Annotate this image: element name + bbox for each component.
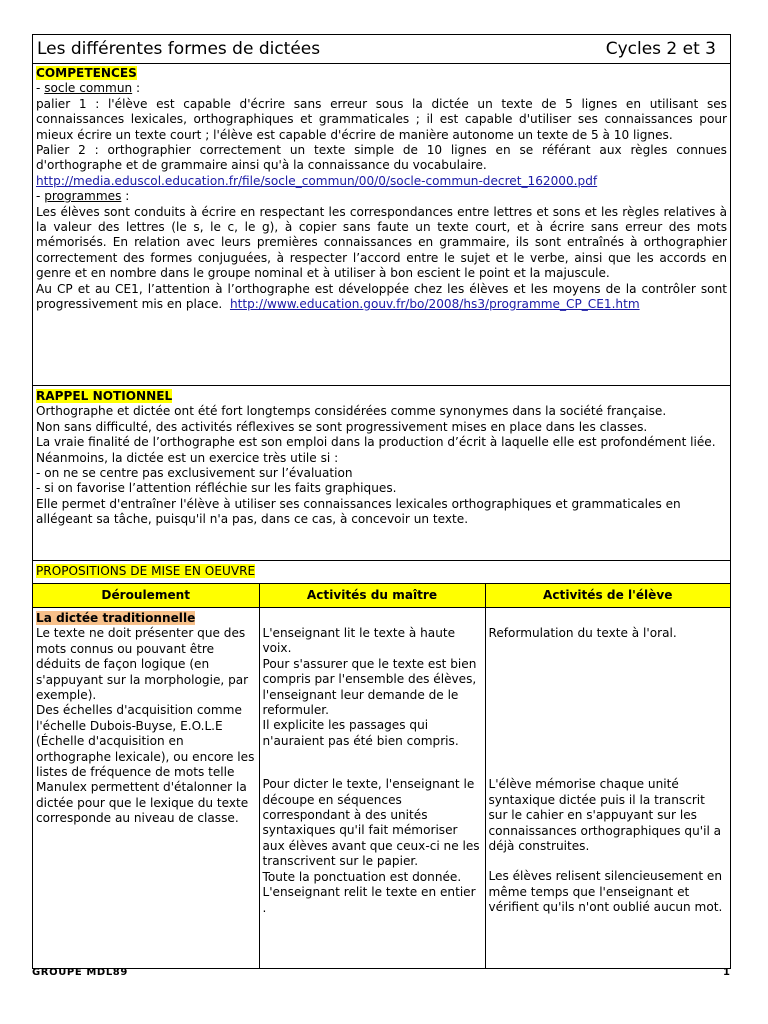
socle-commun-line: - socle commun : [36,81,141,96]
competences-section [33,64,730,386]
programmes-label: programmes [44,189,122,204]
maitre-text: Toute la ponctuation est donnée. [262,869,462,884]
competences-heading: COMPETENCES [36,66,137,80]
cp-ce1-text: Au CP et au CE1, l’attention à l’orthographe est développée chez les élèves et les moyens de la contrôler sont progressivement mis en place. http://www.education.gouv.fr/bo/2008/hs3/programme_CP_CE1.htm [36,281,727,312]
rappel-line: Elle permet d'entraîner l'élève à utiliser ses connaissances lexicales orthographiques et grammaticales en allégeant sa tâche, puisqu'il n'a pas, dans ce cas, à concevoir un texte. [36,496,681,527]
eleve-text: Reformulation du texte à l'oral. [488,626,677,640]
socle-commun-link[interactable]: http://media.eduscol.education.fr/file/socle_commun/00/0/socle-commun-decret_162000.pdf [36,173,598,188]
socle-commun-label: socle commun [44,81,133,96]
footer-group-label: GROUPE MDL89 [32,967,128,978]
rappel-line: Néanmoins, la dictée est un exercice très utile si : [36,450,339,465]
table-header-row [33,584,730,608]
deroulement-text: Des échelles d'acquisition comme l'échelle Dubois-Buyse, E.O.L.E (Échelle d'acquisition en orthographe lexicale), ou encore les listes de fréquence de mots telle Manulex permettent d'étalonner la dictée pour que le lexique du texte corresponde au niveau de classe. [36,703,255,826]
maitre-text: L'enseignant relit le texte en entier . [262,885,476,915]
document-frame [32,34,731,969]
eleve-cell [485,608,730,968]
title-row [33,35,730,64]
palier-1-text: palier 1 : l'élève est capable d'écrire sans erreur sous la dictée un texte de 5 lignes en utilisant ses connaissances lexicales, orthographiques et grammaticales ; il est capable d'utiliser ses connaissances pour mieux écrire un texte court ; l'élève est capable d'écrire de manière autonome un texte de 5 à 10 lignes. [36,96,727,142]
activities-table [33,584,730,968]
rappel-heading: RAPPEL NOTIONNEL [36,389,173,403]
cycles-label: Cycles 2 et 3 [605,39,716,59]
programmes-text: Les élèves sont conduits à écrire en respectant les correspondances entre lettres et sons et les règles relatives à la valeur des lettres (le s, le c, le g), à copier sans faute un texte court, et à écrire sans erreur des mots mémorisés. En relation avec leurs premières connaissances en grammaire, ils sont entraînés à orthographier correctement des formes conjuguées, à respecter l’accord entre le sujet et le verbe, ainsi que les accords en genre et en nombre dans le groupe nominal et à utiliser à bon escient le point et la majuscule. [36,204,727,281]
rappel-line: La vraie finalité de l’orthographe est son emploi dans la production d’écrit à laquelle elle est profondément liée. [36,435,716,450]
column-header-deroulement: Déroulement [33,584,259,608]
maitre-text: Pour dicter le texte, l'enseignant le découpe en séquences correspondant à des unités syntaxiques qu'il fait mémoriser aux élèves avant que ceux-ci ne les transcrivent sur le papier. [262,777,480,869]
rappel-line: - si on favorise l’attention réfléchie sur les faits graphiques. [36,481,397,496]
maitre-text: Il explicite les passages qui n'auraient pas été bien compris. [262,718,459,748]
dictee-traditionnelle-heading: La dictée traditionnelle [36,611,196,625]
eleve-text: Les élèves relisent silencieusement en même temps que l'enseignant et vérifient qu'ils n'ont oublié aucun mot. [488,869,723,915]
programmes-line: - programmes : [36,189,130,204]
propositions-heading: PROPOSITIONS DE MISE EN OEUVRE [36,564,256,578]
column-header-maitre: Activités du maître [259,584,485,608]
palier-2-text: Palier 2 : orthographier correctement un texte simple de 10 lignes en se référant aux règles connues d'orthographe et de grammaire ainsi qu'à la connaissance du vocabulaire. [36,143,727,173]
column-header-eleve: Activités de l'élève [485,584,730,608]
rappel-section [33,386,730,561]
rappel-line: Orthographe et dictée ont été fort longtemps considérées comme synonymes dans la société française. [36,404,667,419]
deroulement-cell [33,608,259,968]
propositions-heading-row [33,561,730,584]
deroulement-text: Le texte ne doit présenter que des mots connus ou pouvant être déduits de façon logique (en s'appuyant sur la morphologie, par exemple). [36,626,249,703]
page-title: Les différentes formes de dictées [37,39,321,59]
rappel-line: - on ne se centre pas exclusivement sur l’évaluation [36,466,353,481]
eleve-text: L'élève mémorise chaque unité syntaxique dictée puis il la transcrit sur le cahier en s'appuyant sur les connaissances orthographiques qu'il a déjà construites. [488,777,722,854]
programme-cp-ce1-link[interactable]: http://www.education.gouv.fr/bo/2008/hs3/programme_CP_CE1.htm [229,297,640,312]
maitre-text: L'enseignant lit le texte à haute voix. [262,626,456,656]
maitre-text: Pour s'assurer que le texte est bien compris par l'ensemble des élèves, l'enseignant leur demande de le reformuler. [262,656,477,718]
page-number: 1 [723,967,730,978]
table-row [33,608,730,968]
rappel-line: Non sans difficulté, des activités réflexives se sont progressivement mises en place dans les classes. [36,419,648,434]
maitre-cell [259,608,485,968]
